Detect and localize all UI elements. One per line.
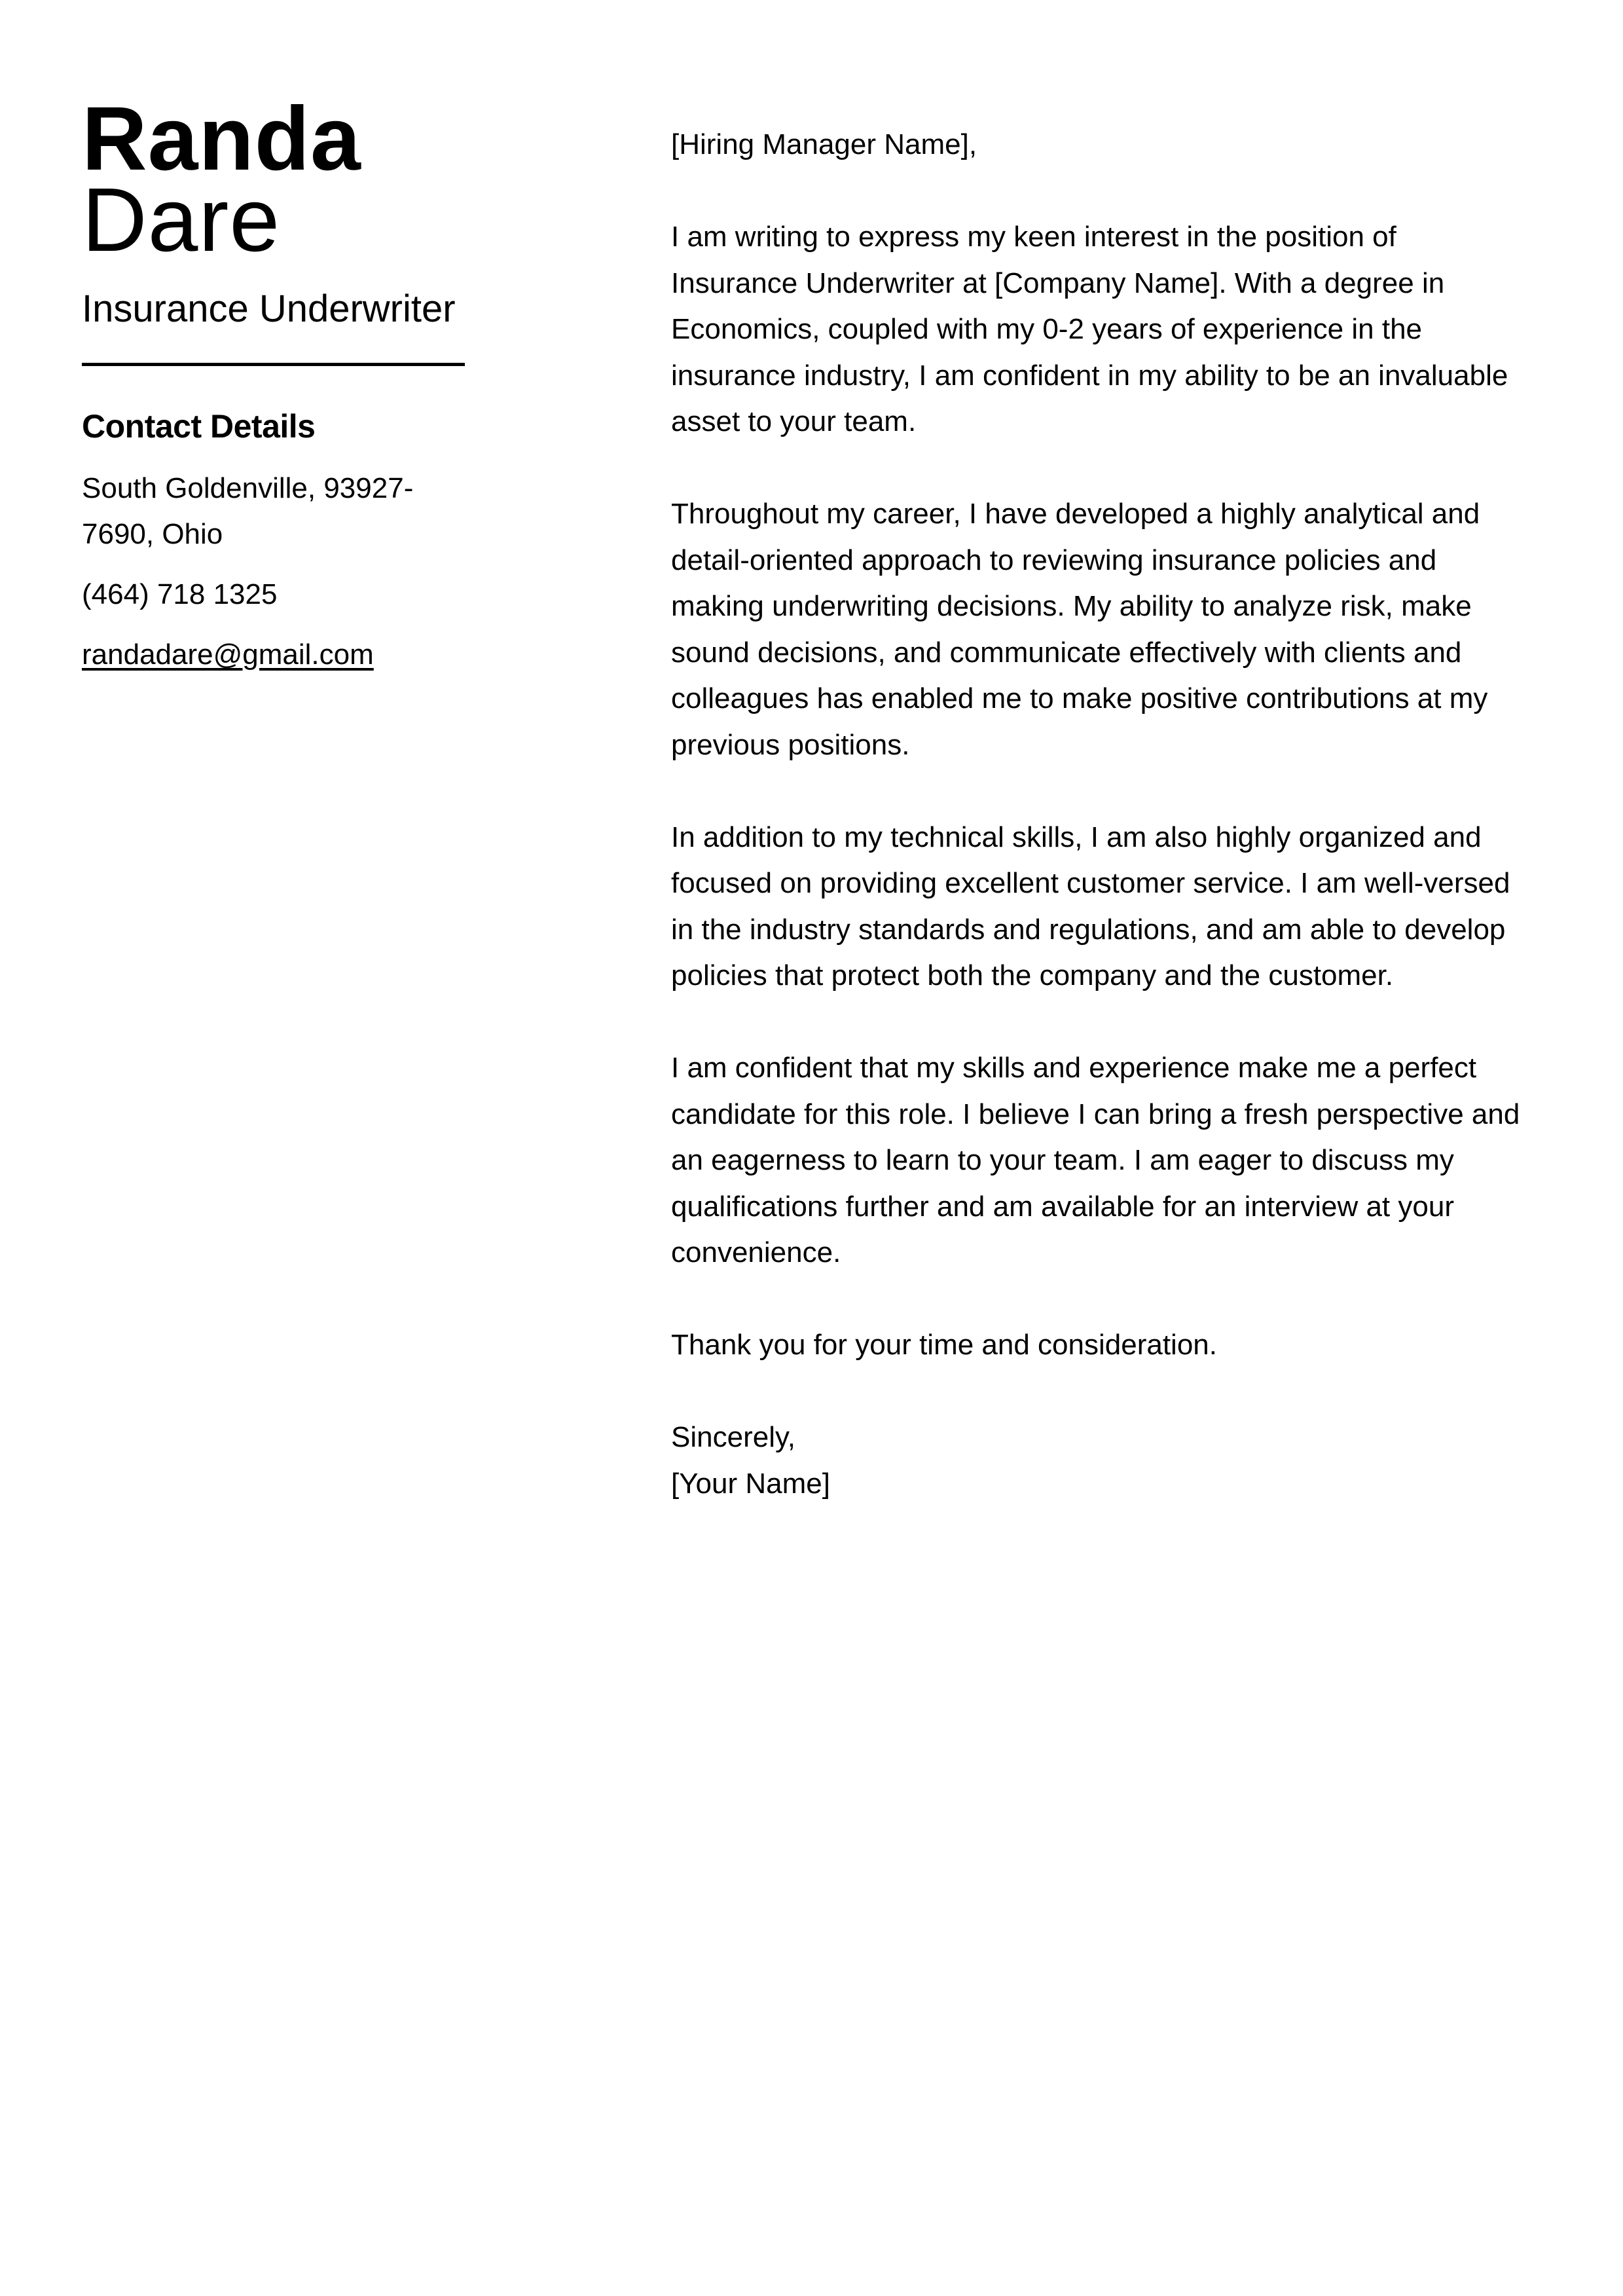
closing: Sincerely, (671, 1421, 795, 1453)
contact-heading: Contact Details (82, 408, 316, 445)
applicant-name (82, 88, 465, 270)
salutation: [Hiring Manager Name], (671, 128, 977, 160)
letter-paragraph: Throughout my career, I have developed a highly analytical and detail-oriented approach to reviewing insurance policies and making underwriting decisions. My ability to analyze risk, make sound decisions, and communicate effectively with clients and colleagues has enabled me to make positive contributions at my previous positions. (671, 498, 1488, 761)
sidebar (82, 88, 465, 678)
first-name: Randa (82, 88, 361, 189)
letter-paragraph: Thank you for your time and consideration. (671, 1329, 1218, 1361)
last-name: Dare (82, 170, 281, 270)
email-link[interactable]: randadare@gmail.com (82, 639, 374, 671)
letter-body (671, 122, 1522, 1507)
job-title: Insurance Underwriter (82, 287, 456, 330)
contact-phone: (464) 718 1325 (82, 578, 278, 610)
letter-paragraph: I am writing to express my keen interest in the position of Insurance Underwriter at [Company Name]. With a degree in Economics, coupled with my 0-2 years of experience in the insurance industry, I am confident in my ability to be an invaluable asset to your team. (671, 221, 1508, 437)
letter-paragraph: In addition to my technical skills, I am also highly organized and focused on providing excellent customer service. I am well-versed in the industry standards and regulations, and am able to develop policies that protect both the company and the customer. (671, 821, 1510, 991)
divider (82, 363, 465, 366)
letter-paragraph: I am confident that my skills and experience make me a perfect candidate for this role. I believe I can bring a fresh perspective and an eagerness to learn to your team. I am eager to discuss my qualifications further and am available for an interview at your convenience. (671, 1052, 1520, 1268)
contact-email (82, 632, 465, 678)
signature: [Your Name] (671, 1467, 830, 1500)
contact-address: South Goldenville, 93927-7690, Ohio (82, 472, 414, 550)
